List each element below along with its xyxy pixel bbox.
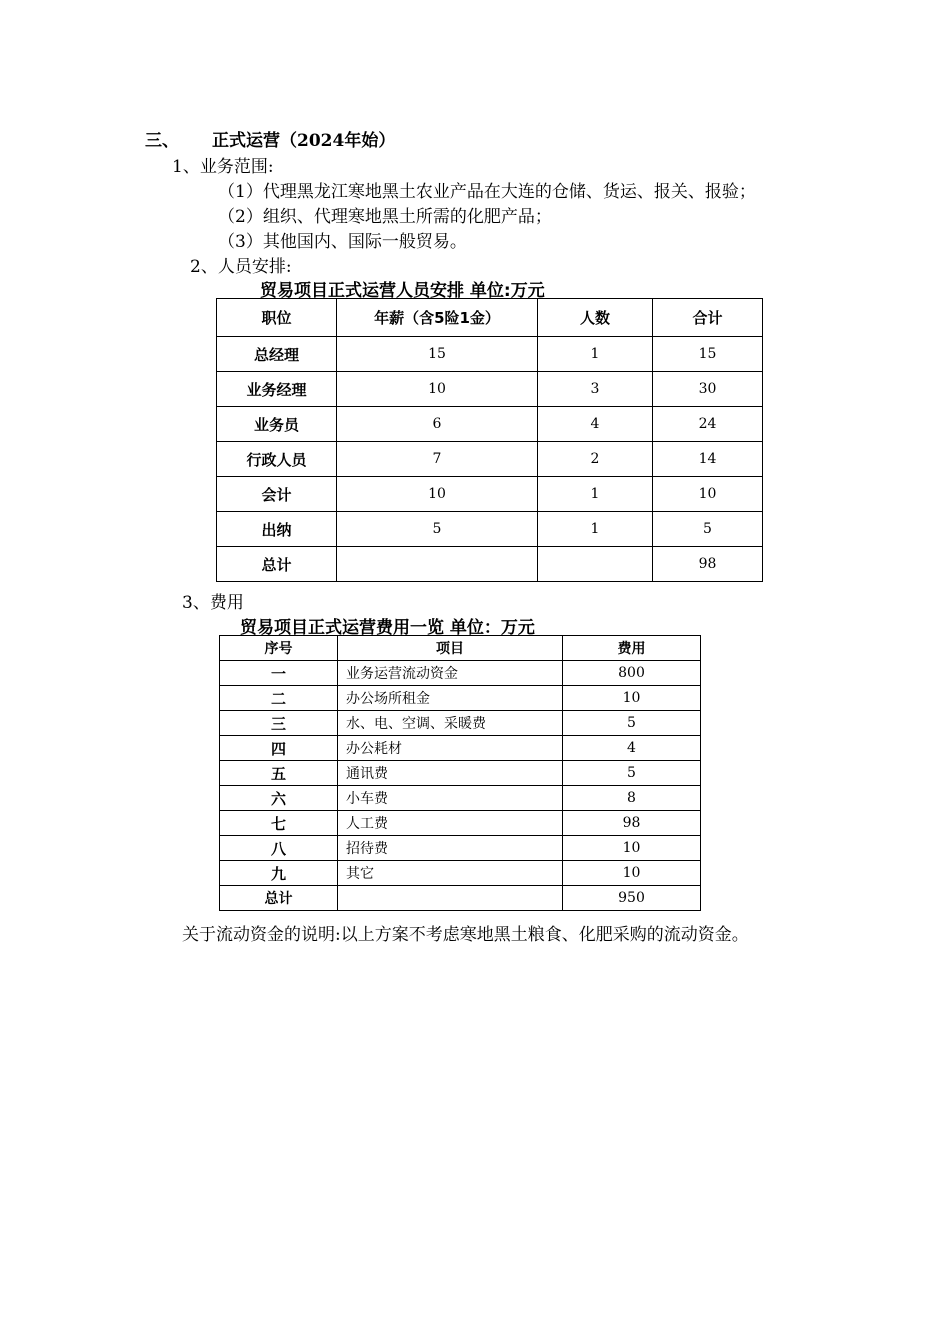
index-cell: 三 xyxy=(220,711,338,736)
column-header: 合计 xyxy=(653,299,763,337)
item-cell: 业务运营流动资金 xyxy=(338,661,563,686)
cost-cell: 8 xyxy=(563,786,701,811)
index-cell: 总计 xyxy=(220,886,338,911)
position-cell: 业务经理 xyxy=(217,372,337,407)
position-cell: 总经理 xyxy=(217,337,337,372)
table-row xyxy=(220,836,701,861)
table-row xyxy=(220,811,701,836)
cost-heading: 3、费用 xyxy=(182,593,244,613)
position-cell: 出纳 xyxy=(217,512,337,547)
staff-table-caption: 贸易项目正式运营人员安排 单位:万元 xyxy=(260,281,545,301)
table-total-row xyxy=(217,547,763,582)
index-cell: 四 xyxy=(220,736,338,761)
table-total-row xyxy=(220,886,701,911)
column-header: 年薪（含5险1金） xyxy=(337,299,538,337)
column-header: 人数 xyxy=(538,299,653,337)
count-cell: 1 xyxy=(538,477,653,512)
salary-cell: 10 xyxy=(337,477,538,512)
table-row xyxy=(220,661,701,686)
table-header-row xyxy=(217,299,763,337)
item-cell: 其它 xyxy=(338,861,563,886)
count-cell xyxy=(538,547,653,582)
salary-cell: 6 xyxy=(337,407,538,442)
table-row xyxy=(217,512,763,547)
index-cell: 九 xyxy=(220,861,338,886)
staff-heading: 2、人员安排: xyxy=(190,257,292,277)
cost-table-caption: 贸易项目正式运营费用一览 单位：万元 xyxy=(240,618,535,638)
position-cell: 总计 xyxy=(217,547,337,582)
cost-cell: 10 xyxy=(563,686,701,711)
index-cell: 二 xyxy=(220,686,338,711)
position-cell: 行政人员 xyxy=(217,442,337,477)
index-cell: 六 xyxy=(220,786,338,811)
table-row xyxy=(220,686,701,711)
cost-cell: 98 xyxy=(563,811,701,836)
cost-cell: 4 xyxy=(563,736,701,761)
table-row xyxy=(220,761,701,786)
position-cell: 会计 xyxy=(217,477,337,512)
item-cell: 办公耗材 xyxy=(338,736,563,761)
section-number: 三、 xyxy=(145,131,179,151)
position-cell: 业务员 xyxy=(217,407,337,442)
salary-cell xyxy=(337,547,538,582)
column-header: 序号 xyxy=(220,636,338,661)
salary-cell: 10 xyxy=(337,372,538,407)
table-row xyxy=(220,861,701,886)
total-cell: 30 xyxy=(653,372,763,407)
business-heading: 1、业务范围: xyxy=(172,157,274,177)
cost-cell: 5 xyxy=(563,711,701,736)
item-cell: 小车费 xyxy=(338,786,563,811)
total-cell: 14 xyxy=(653,442,763,477)
table-row xyxy=(217,442,763,477)
count-cell: 2 xyxy=(538,442,653,477)
salary-cell: 5 xyxy=(337,512,538,547)
cost-table xyxy=(219,635,701,911)
count-cell: 1 xyxy=(538,337,653,372)
index-cell: 一 xyxy=(220,661,338,686)
table-row xyxy=(217,477,763,512)
business-item: （2）组织、代理寒地黑土所需的化肥产品； xyxy=(218,207,552,227)
item-cell: 通讯费 xyxy=(338,761,563,786)
count-cell: 4 xyxy=(538,407,653,442)
cost-cell: 800 xyxy=(563,661,701,686)
liquidity-note: 关于流动资金的说明:以上方案不考虑寒地黑土粮食、化肥采购的流动资金。 xyxy=(182,925,749,945)
table-row xyxy=(220,736,701,761)
index-cell: 八 xyxy=(220,836,338,861)
staff-table xyxy=(216,298,763,582)
column-header: 项目 xyxy=(338,636,563,661)
business-item: （3）其他国内、国际一般贸易。 xyxy=(218,232,467,252)
index-cell: 七 xyxy=(220,811,338,836)
item-cell: 招待费 xyxy=(338,836,563,861)
cost-cell: 5 xyxy=(563,761,701,786)
count-cell: 3 xyxy=(538,372,653,407)
table-row xyxy=(217,407,763,442)
item-cell: 人工费 xyxy=(338,811,563,836)
item-cell xyxy=(338,886,563,911)
salary-cell: 15 xyxy=(337,337,538,372)
total-cell: 98 xyxy=(653,547,763,582)
table-row xyxy=(217,337,763,372)
column-header: 职位 xyxy=(217,299,337,337)
cost-cell: 10 xyxy=(563,836,701,861)
total-cell: 10 xyxy=(653,477,763,512)
business-item: （1）代理黑龙江寒地黑土农业产品在大连的仓储、货运、报关、报验； xyxy=(218,182,756,202)
table-row xyxy=(217,372,763,407)
table-row xyxy=(220,786,701,811)
item-cell: 水、电、空调、采暖费 xyxy=(338,711,563,736)
salary-cell: 7 xyxy=(337,442,538,477)
cost-cell: 950 xyxy=(563,886,701,911)
section-title: 正式运营（2024年始） xyxy=(212,131,396,151)
table-row xyxy=(220,711,701,736)
total-cell: 24 xyxy=(653,407,763,442)
column-header: 费用 xyxy=(563,636,701,661)
total-cell: 5 xyxy=(653,512,763,547)
count-cell: 1 xyxy=(538,512,653,547)
table-header-row xyxy=(220,636,701,661)
item-cell: 办公场所租金 xyxy=(338,686,563,711)
cost-cell: 10 xyxy=(563,861,701,886)
index-cell: 五 xyxy=(220,761,338,786)
total-cell: 15 xyxy=(653,337,763,372)
